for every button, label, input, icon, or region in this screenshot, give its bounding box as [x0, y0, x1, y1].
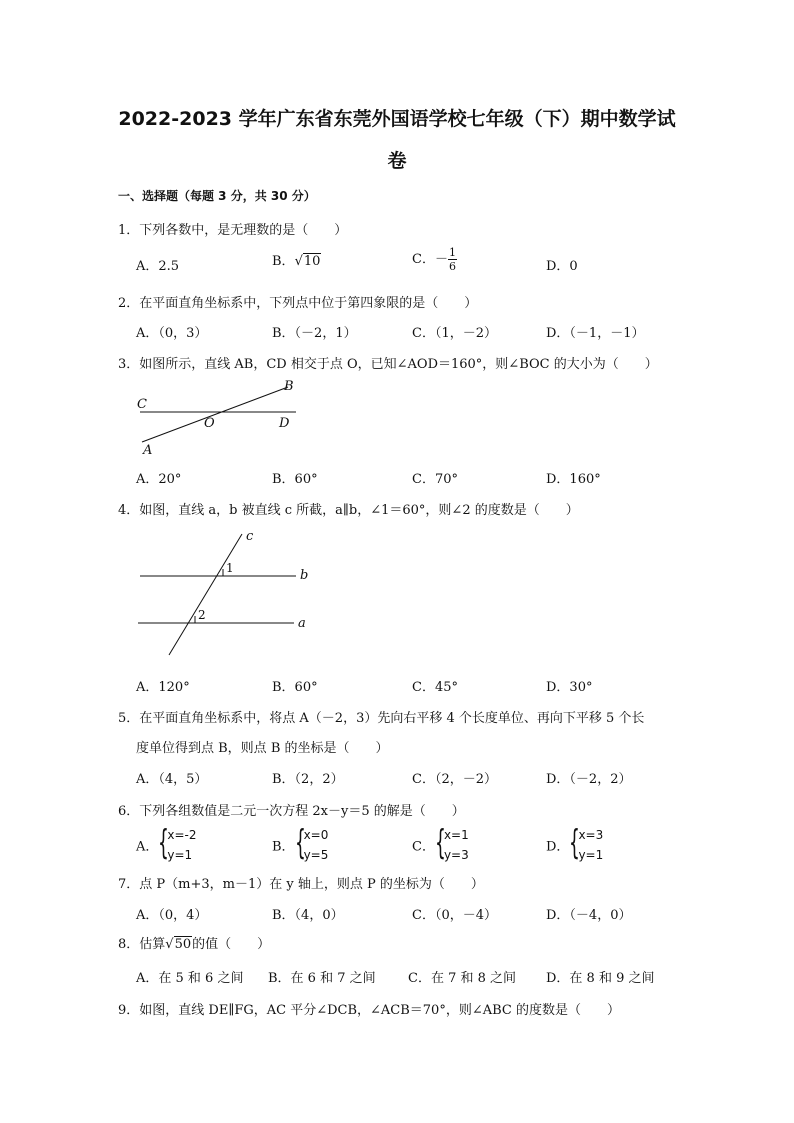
equation-system: { x=0 y=5	[294, 823, 329, 863]
q3-option-b: B．60°	[272, 472, 318, 487]
page-title: 2022-2023 学年广东省东莞外国语学校七年级（下）期中数学试	[118, 108, 676, 130]
q2-option-c: C．（1，－2）	[412, 326, 497, 341]
q6-option-c: C． { x=1 y=3	[412, 823, 469, 863]
q8-option-b: B．在 6 和 7 之间	[268, 971, 376, 986]
q5-option-d: D．（－2，2）	[546, 772, 632, 787]
q7-option-b: B．（4，0）	[272, 908, 344, 923]
q6-option-d: D． { x=3 y=1	[546, 823, 604, 863]
page-title-continued: 卷	[387, 150, 407, 172]
brace-icon: {	[158, 823, 170, 863]
brace-icon: {	[294, 823, 306, 863]
question-4-stem: 4．如图，直线 a，b 被直线 c 所截，a∥b，∠1＝60°，则∠2 的度数是（ ）	[118, 503, 579, 518]
q2-option-d: D．（－1，－1）	[546, 326, 645, 341]
q6-option-b: B． { x=0 y=5	[272, 823, 329, 863]
q8-option-a: A．在 5 和 6 之间	[136, 971, 244, 986]
q4-figure	[130, 524, 330, 660]
label-A: A	[143, 443, 153, 458]
q4-option-b: B．60°	[272, 680, 318, 695]
question-5-stem-continued: 度单位得到点 B，则点 B 的坐标是（ ）	[136, 741, 389, 756]
q7-option-a: A．（0，4）	[136, 908, 208, 923]
q5-option-a: A．（4，5）	[136, 772, 208, 787]
q4-option-a: A．120°	[136, 680, 190, 695]
label-C: C	[137, 397, 147, 412]
fraction: $\frac{1}{6}$	[448, 246, 456, 273]
q5-option-b: B．（2，2）	[272, 772, 344, 787]
brace-icon: {	[569, 823, 581, 863]
question-8-stem: 8．估算√50的值（ ）	[118, 937, 271, 952]
equation-system: { x=3 y=1	[569, 823, 604, 863]
q7-option-d: D．（－4，0）	[546, 908, 632, 923]
brace-icon: {	[434, 823, 446, 863]
question-2-stem: 2．在平面直角坐标系中，下列点中位于第四象限的是（ ）	[118, 296, 478, 311]
equation-system: { x=-2 y=1	[158, 823, 197, 863]
label-O: O	[204, 416, 215, 431]
label-b: b	[300, 568, 309, 583]
q3-option-d: D．160°	[546, 472, 601, 487]
q1-option-a: A．2.5	[136, 259, 180, 274]
section-heading: 一、选择题（每题 3 分，共 30 分）	[118, 189, 316, 203]
q5-option-c: C．（2，－2）	[412, 772, 497, 787]
label-B: B	[284, 379, 294, 394]
q7-option-c: C．（0，－4）	[412, 908, 497, 923]
q8-option-d: D．在 8 和 9 之间	[546, 971, 655, 986]
q1-option-b: B．√10	[272, 254, 321, 269]
q2-option-b: B．（－2，1）	[272, 326, 357, 341]
label-c: c	[246, 529, 254, 544]
q1-option-c: C．－ $\frac{1}{6}$	[412, 246, 456, 273]
equation-system: { x=1 y=3	[434, 823, 469, 863]
label-angle-2: 2	[198, 608, 206, 622]
question-3-stem: 3．如图所示，直线 AB，CD 相交于点 O，已知∠AOD＝160°，则∠BOC 的大小为（ ）	[118, 357, 658, 372]
q1-option-d: D．0	[546, 259, 578, 274]
q2-option-a: A．（0，3）	[136, 326, 208, 341]
question-7-stem: 7．点 P（m+3，m－1）在 y 轴上，则点 P 的坐标为（ ）	[118, 877, 484, 892]
label-D: D	[279, 416, 290, 431]
q3-option-c: C．70°	[412, 472, 458, 487]
question-6-stem: 6．下列各组数值是二元一次方程 2x－y＝5 的解是（ ）	[118, 804, 465, 819]
label-angle-1: 1	[226, 561, 234, 575]
q8-option-c: C．在 7 和 8 之间	[408, 971, 517, 986]
q3-option-a: A．20°	[136, 472, 182, 487]
q4-option-d: D．30°	[546, 680, 593, 695]
label-a: a	[298, 616, 306, 631]
sqrt-symbol: √10	[294, 254, 321, 269]
question-5-stem: 5．在平面直角坐标系中，将点 A（－2，3）先向右平移 4 个长度单位、再向下平移 5 个长	[118, 711, 645, 726]
question-9-stem: 9．如图，直线 DE∥FG，AC 平分∠DCB，∠ACB＝70°，则∠ABC 的度数是（ ）	[118, 1003, 620, 1018]
q4-option-c: C．45°	[412, 680, 458, 695]
question-1-stem: 1．下列各数中，是无理数的是（ ）	[118, 223, 348, 238]
q3-figure	[130, 376, 310, 460]
sqrt-symbol: √50	[165, 937, 192, 952]
q6-option-a: A． { x=-2 y=1	[136, 823, 197, 863]
